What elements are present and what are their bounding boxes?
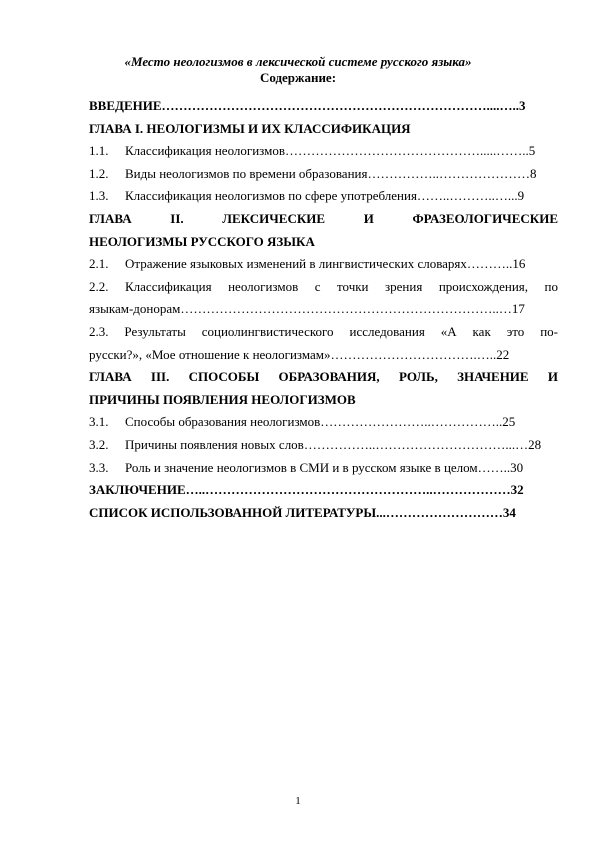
- toc-item-number: 2.1.: [89, 256, 109, 272]
- toc-item-1-2: [89, 163, 558, 186]
- toc-item-3-1: [89, 411, 558, 434]
- contents-heading: Содержание:: [259, 70, 337, 85]
- toc-item-2-3-line-2: русски?», «Мое отношение к неологизмам»…………………………….…..22: [89, 346, 510, 362]
- toc-item-1-3: [89, 185, 558, 208]
- toc-item-2-2-line-1: 2.2. Классификация неологизмов с точки зрения происхождения, по: [89, 278, 558, 294]
- toc-item-number: 3.3.: [89, 459, 109, 475]
- toc-item-text: Отражение языковых изменений в лингвистических словарях………..16: [125, 256, 526, 272]
- toc-chapter-3-line-2: ПРИЧИНЫ ПОЯВЛЕНИЯ НЕОЛОГИЗМОВ: [89, 391, 356, 407]
- toc-item-text: Роль и значение неологизмов в СМИ и в русском языке в целом……..30: [125, 459, 524, 475]
- toc-item-3-2: [89, 434, 558, 457]
- toc-item-number: 1.1.: [89, 143, 109, 159]
- table-of-contents: [89, 95, 558, 524]
- toc-item-number: 1.3.: [89, 188, 109, 204]
- toc-item-text: Классификация неологизмов по сфере употребления……..………..…...9: [125, 188, 525, 204]
- toc-item-2-1: [89, 253, 558, 276]
- toc-item-2-2-line-2: языкам-донорам………………………………………………………………..…17: [89, 301, 525, 317]
- toc-item-text: Способы образования неологизмов……………………..……………..25: [125, 414, 516, 430]
- toc-bibliography: СПИСОК ИСПОЛЬЗОВАННОЙ ЛИТЕРАТУРЫ...………………………34: [89, 504, 516, 520]
- toc-chapter-2-line-1: ГЛАВА II. ЛЕКСИЧЕСКИЕ И ФРАЗЕОЛОГИЧЕСКИЕ: [89, 210, 558, 226]
- toc-item-text: Классификация неологизмов……………………………………….....……..5: [125, 143, 536, 159]
- toc-item-number: 1.2.: [89, 165, 109, 181]
- toc-conclusion: ЗАКЛЮЧЕНИЕ…..……………………………………………..………………32: [89, 482, 524, 498]
- toc-item-number: 3.1.: [89, 414, 109, 430]
- toc-chapter-2-line-2: НЕОЛОГИЗМЫ РУССКОГО ЯЗЫКА: [89, 233, 315, 249]
- toc-intro: ВВЕДЕНИЕ…………………………………………………………………....…..3: [89, 98, 526, 113]
- toc-item-text: Причины появления новых слов……………..…………………………...…28: [125, 436, 542, 452]
- toc-item-1-1: [89, 140, 558, 163]
- page-number: 1: [295, 795, 301, 807]
- document-title: «Место неологизмов в лексической системе русского языка»: [124, 54, 472, 69]
- toc-item-number: 3.2.: [89, 436, 109, 452]
- toc-chapter-1: ГЛАВА I. НЕОЛОГИЗМЫ И ИХ КЛАССИФИКАЦИЯ: [89, 120, 411, 136]
- toc-item-3-3: [89, 457, 558, 480]
- toc-item-text: Виды неологизмов по времени образования……………..…………………8: [125, 165, 537, 181]
- toc-item-2-3-line-1: 2.3. Результаты социолингвистического исследования «А как это по-: [89, 323, 558, 339]
- toc-chapter-3-line-1: ГЛАВА III. СПОСОБЫ ОБРАЗОВАНИЯ, РОЛЬ, ЗНАЧЕНИЕ И: [89, 369, 558, 385]
